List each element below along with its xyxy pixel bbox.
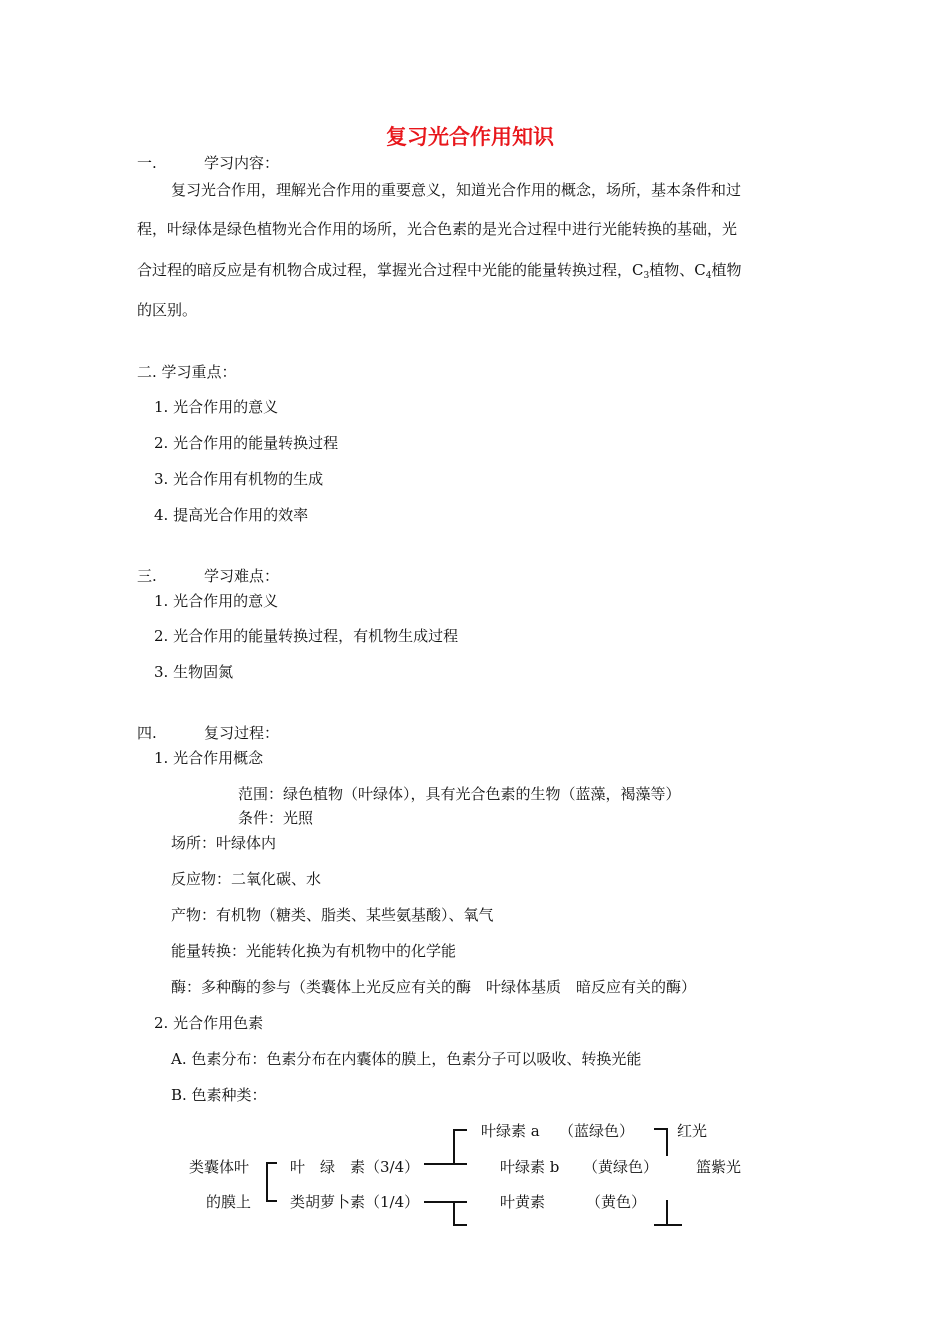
chlorophyll-a-color: （蓝绿色） — [559, 1122, 635, 1140]
section-1-paragraph-line-4: 的区别。 — [137, 301, 198, 319]
upper-bracket-vertical — [453, 1129, 455, 1165]
paragraph-line-3-part-a: 合过程的暗反应是有机物合成过程，掌握光合过程中光能的能量转换过程，C — [137, 261, 644, 279]
concept-condition: 条件：光照 — [238, 809, 314, 827]
right-lower-bracket-vertical — [666, 1200, 668, 1226]
diagram-left-label-line-1: 类囊体叶 — [189, 1158, 250, 1176]
carotenoid-label: 类胡萝卜素（1/4） — [290, 1193, 420, 1211]
section-3-item-3: 3. 生物固氮 — [154, 663, 234, 681]
right-lower-bracket-bottom-arm — [654, 1224, 682, 1226]
right-upper-bracket-vertical — [666, 1128, 668, 1156]
lower-bracket-vertical — [453, 1201, 455, 1226]
chlorophyll-a-label: 叶绿素 a — [481, 1122, 540, 1140]
subscript-4: 4 — [705, 271, 712, 281]
section-2-heading: 二. 学习重点： — [137, 363, 237, 381]
concept-energy-conversion: 能量转换：光能转化换为有机物中的化学能 — [171, 942, 457, 960]
upper-bracket-top-arm — [453, 1129, 467, 1131]
chlorophyll-b-label: 叶绿素 b — [500, 1158, 560, 1176]
concept-location: 场所：叶绿体内 — [171, 834, 277, 852]
paragraph-line-3-part-b: 植物、C — [649, 261, 706, 279]
section-3-item-1: 1. 光合作用的意义 — [154, 592, 279, 610]
pigment-types: B. 色素种类： — [171, 1086, 267, 1104]
chlorophyll-b-color: （黄绿色） — [583, 1158, 659, 1176]
chlorophyll-label: 叶 绿 素（3/4） — [290, 1158, 420, 1176]
section-4-sub-1: 1. 光合作用概念 — [154, 749, 264, 767]
left-bracket-top-arm — [266, 1162, 277, 1164]
section-2-item-1: 1. 光合作用的意义 — [154, 398, 279, 416]
red-light-label: 红光 — [677, 1122, 708, 1140]
section-1-paragraph-line-1: 复习光合作用，理解光合作用的重要意义，知道光合作用的概念，场所，基本条件和过 — [171, 181, 742, 199]
lower-bracket-bottom-arm — [453, 1224, 467, 1226]
section-2-item-3: 3. 光合作用有机物的生成 — [154, 470, 324, 488]
section-2-item-2: 2. 光合作用的能量转换过程 — [154, 434, 339, 452]
blue-violet-light-label: 篮紫光 — [696, 1158, 742, 1176]
section-3-number: 三. — [137, 567, 157, 585]
section-1-paragraph-line-2: 程，叶绿体是绿色植物光合作用的场所，光合色素的是光合过程中进行光能转换的基础，光 — [137, 220, 738, 238]
concept-reactants: 反应物：二氧化碳、水 — [171, 870, 322, 888]
section-4-heading: 复习过程： — [204, 724, 280, 742]
section-3-heading: 学习难点： — [204, 567, 280, 585]
concept-enzymes: 酶：多种酶的参与（类囊体上光反应有关的酶 叶绿体基质 暗反应有关的酶） — [171, 978, 697, 996]
section-1-number: 一. — [137, 154, 157, 172]
section-4-sub-2: 2. 光合作用色素 — [154, 1014, 264, 1032]
left-bracket-bottom-arm — [266, 1200, 277, 1202]
diagram-left-label-line-2: 的膜上 — [206, 1193, 252, 1211]
pigment-distribution: A. 色素分布：色素分布在内囊体的膜上，色素分子可以吸收、转换光能 — [171, 1050, 642, 1068]
section-2-item-4: 4. 提高光合作用的效率 — [154, 506, 309, 524]
paragraph-line-3-part-c: 植物 — [711, 261, 742, 279]
xanthophyll-label: 叶黄素 — [500, 1193, 546, 1211]
subscript-3: 3 — [643, 271, 650, 281]
xanthophyll-color: （黄色） — [586, 1193, 647, 1211]
left-bracket-vertical — [266, 1162, 268, 1202]
section-3-item-2: 2. 光合作用的能量转换过程，有机物生成过程 — [154, 627, 459, 645]
chlorophyll-connector-line — [424, 1163, 467, 1165]
section-4-number: 四. — [137, 724, 157, 742]
concept-products: 产物：有机物（糖类、脂类、某些氨基酸）、氧气 — [171, 906, 494, 924]
section-1-paragraph-line-3 — [137, 260, 741, 286]
concept-scope: 范围：绿色植物（叶绿体），具有光合色素的生物（蓝藻，褐藻等） — [238, 785, 681, 803]
page-title: 复习光合作用知识 — [386, 124, 554, 149]
carotenoid-connector-line — [424, 1201, 467, 1203]
section-1-heading: 学习内容： — [204, 154, 280, 172]
